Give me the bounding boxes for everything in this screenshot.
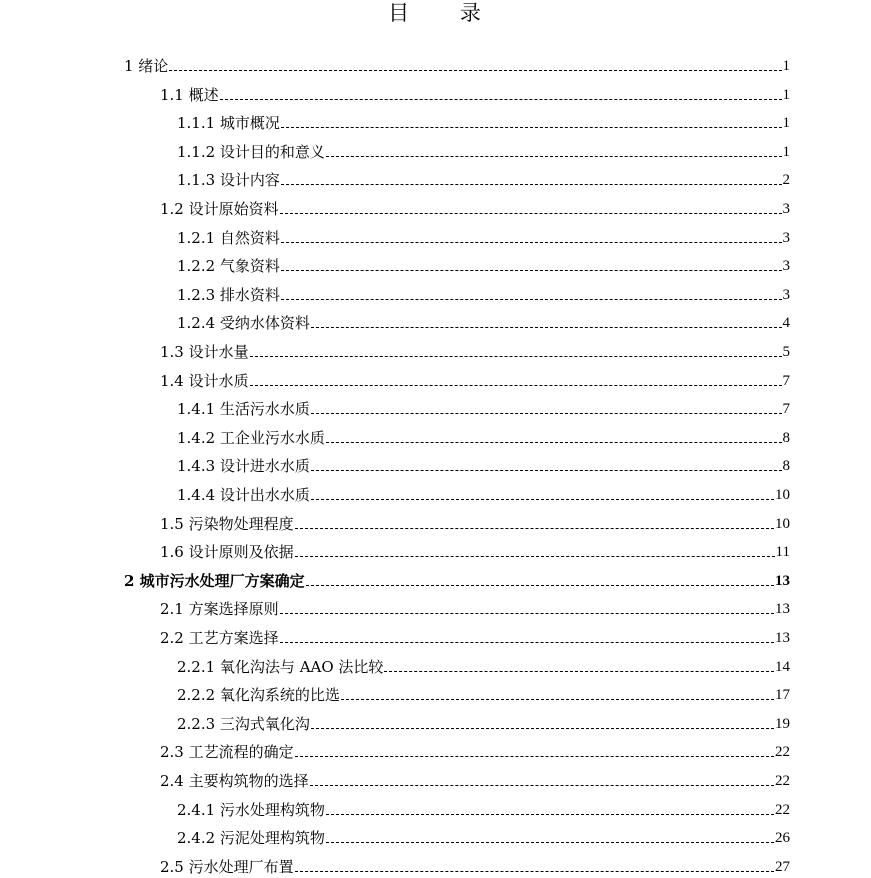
toc-entry-page-number: 17 <box>775 687 790 704</box>
toc-entry-page-number: 1 <box>782 86 790 103</box>
toc-entry[interactable] <box>160 506 790 534</box>
toc-entry-label: 2.5 污水处理厂布置 <box>160 857 294 876</box>
toc-entry[interactable] <box>160 849 790 877</box>
toc-entry[interactable] <box>177 649 790 677</box>
toc-leader-dots <box>326 156 782 157</box>
toc-leader-dots <box>384 671 774 672</box>
toc-entry-page-number: 7 <box>782 401 790 418</box>
toc-entry-label: 1.4.4 设计出水水质 <box>177 486 310 504</box>
toc-entry[interactable] <box>160 591 790 619</box>
toc-entry-page-number: 14 <box>775 658 790 675</box>
toc-entry-label: 1.4.1 生活污水水质 <box>177 400 310 419</box>
toc-leader-dots <box>280 213 782 214</box>
toc-entry-label: 2.4 主要构筑物的选择 <box>160 772 309 790</box>
toc-entry-page-number: 22 <box>775 744 790 761</box>
toc-entry-label: 2.3 工艺流程的确定 <box>160 743 294 762</box>
toc-leader-dots <box>250 385 782 386</box>
toc-entry-page-number: 13 <box>775 630 790 646</box>
toc-entry-page-number: 8 <box>782 429 790 446</box>
toc-entry[interactable] <box>160 734 790 762</box>
toc-entry-label: 1.1.3 设计内容 <box>177 171 280 190</box>
toc-entry-page-number: 11 <box>775 544 790 561</box>
toc-leader-dots <box>326 442 782 443</box>
toc-entry[interactable] <box>177 820 790 848</box>
toc-entry[interactable] <box>160 77 790 105</box>
toc-entry[interactable] <box>177 277 790 305</box>
toc-leader-dots <box>341 699 774 700</box>
title-part-1: 目 <box>388 1 412 25</box>
toc-leader-dots <box>311 470 782 471</box>
toc-entry-page-number: 10 <box>775 487 790 503</box>
toc-leader-dots <box>306 585 774 586</box>
toc-entry-label: 1.3 设计水量 <box>160 343 249 361</box>
toc-entry-page-number: 22 <box>775 801 790 818</box>
toc-entry[interactable] <box>124 48 790 76</box>
toc-entry-page-number: 13 <box>775 601 790 618</box>
toc-entry[interactable] <box>160 363 790 391</box>
toc-entry-page-number: 8 <box>782 458 790 475</box>
toc-leader-dots <box>311 327 782 328</box>
toc-entry-label: 1.5 污染物处理程度 <box>160 514 294 533</box>
toc-entry[interactable] <box>124 563 790 591</box>
toc-entry[interactable] <box>177 305 790 333</box>
toc-leader-dots <box>326 814 774 815</box>
toc-leader-dots <box>295 528 774 529</box>
title-part-2: 录 <box>459 1 483 25</box>
toc-entry-label: 1.1 概述 <box>160 85 219 104</box>
toc-leader-dots <box>281 299 782 300</box>
toc-entry[interactable] <box>177 105 790 133</box>
toc-leader-dots <box>311 728 774 729</box>
toc-entry-page-number: 13 <box>775 572 790 589</box>
toc-entry-label: 1.1.2 设计目的和意义 <box>177 142 325 161</box>
toc-leader-dots <box>281 270 782 271</box>
toc-entry[interactable] <box>177 248 790 276</box>
toc-entry-label: 2.2.3 三沟式氧化沟 <box>177 714 310 733</box>
toc-entry-label: 1.4.3 设计进水水质 <box>177 457 310 476</box>
toc-entry-page-number: 10 <box>775 515 790 532</box>
toc-leader-dots <box>280 613 774 614</box>
toc-entry[interactable] <box>177 792 790 820</box>
toc-entry-label: 2.2 工艺方案选择 <box>160 629 279 647</box>
toc-leader-dots <box>310 785 774 786</box>
toc-entry-label: 1.1.1 城市概况 <box>177 114 280 133</box>
toc-leader-dots <box>295 871 774 872</box>
toc-entry-page-number: 4 <box>782 315 790 332</box>
toc-entry-label: 2 城市污水处理厂方案确定 <box>124 571 305 590</box>
toc-entry-label: 1.6 设计原则及依据 <box>160 543 294 562</box>
toc-leader-dots <box>326 842 774 843</box>
toc-entry-label: 1.2.4 受纳水体资料 <box>177 314 310 333</box>
toc-entry-page-number: 1 <box>782 58 790 74</box>
toc-leader-dots <box>220 99 782 100</box>
toc-entry[interactable] <box>177 162 790 190</box>
toc-entry-page-number: 22 <box>775 773 790 789</box>
toc-leader-dots <box>169 70 781 71</box>
toc-leader-dots <box>281 242 782 243</box>
toc-entry-label: 1 绪论 <box>124 57 169 75</box>
toc-entry[interactable] <box>177 220 790 248</box>
toc-entry-label: 2.2.2 氧化沟系统的比选 <box>177 686 340 705</box>
toc-entry[interactable] <box>177 477 790 505</box>
toc-entry-page-number: 7 <box>782 372 790 389</box>
toc-entry-page-number: 3 <box>782 258 790 275</box>
toc-leader-dots <box>281 184 782 185</box>
toc-entry-label: 1.2 设计原始资料 <box>160 200 279 218</box>
toc-entry-label: 2.2.1 氧化沟法与 AAO 法比较 <box>177 657 384 676</box>
toc-entry-label: 1.2.3 排水资料 <box>177 285 280 304</box>
toc-entry-label: 1.4.2 工企业污水水质 <box>177 428 325 447</box>
toc-entry-page-number: 19 <box>775 715 790 732</box>
toc-entry[interactable] <box>160 334 790 362</box>
toc-entry-page-number: 3 <box>782 229 790 246</box>
toc-entry-page-number: 26 <box>775 830 790 847</box>
toc-entry[interactable] <box>177 448 790 476</box>
toc-entry-label: 2.4.1 污水处理构筑物 <box>177 800 325 819</box>
toc-entry[interactable] <box>160 763 790 791</box>
toc-entry-page-number: 1 <box>782 115 790 132</box>
toc-entry[interactable] <box>160 191 790 219</box>
toc-entry[interactable] <box>177 420 790 448</box>
toc-entry[interactable] <box>160 534 790 562</box>
toc-leader-dots <box>311 499 774 500</box>
toc-leader-dots <box>250 356 782 357</box>
page-title <box>0 0 871 26</box>
toc-entry-page-number: 5 <box>782 344 790 360</box>
toc-leader-dots <box>311 413 782 414</box>
toc-leader-dots <box>280 642 774 643</box>
toc-entry-label: 1.2.2 气象资料 <box>177 257 280 276</box>
toc-entry-page-number: 1 <box>782 143 790 160</box>
toc-entry[interactable] <box>177 706 790 734</box>
toc-leader-dots <box>295 756 774 757</box>
toc-entry-page-number: 27 <box>775 858 790 875</box>
toc-entry[interactable] <box>160 620 790 648</box>
toc-leader-dots <box>295 556 775 557</box>
toc-entry-label: 2.4.2 污泥处理构筑物 <box>177 829 325 848</box>
toc-leader-dots <box>281 127 782 128</box>
toc-entry-page-number: 2 <box>782 172 790 189</box>
toc-entry-label: 2.1 方案选择原则 <box>160 600 279 619</box>
toc-entry[interactable] <box>177 391 790 419</box>
toc-entry-label: 1.4 设计水质 <box>160 371 249 390</box>
toc-entry[interactable] <box>177 677 790 705</box>
toc-entry-label: 1.2.1 自然资料 <box>177 228 280 247</box>
toc-entry-page-number: 3 <box>782 286 790 303</box>
toc-entry[interactable] <box>177 134 790 162</box>
toc-entry-page-number: 3 <box>782 201 790 217</box>
